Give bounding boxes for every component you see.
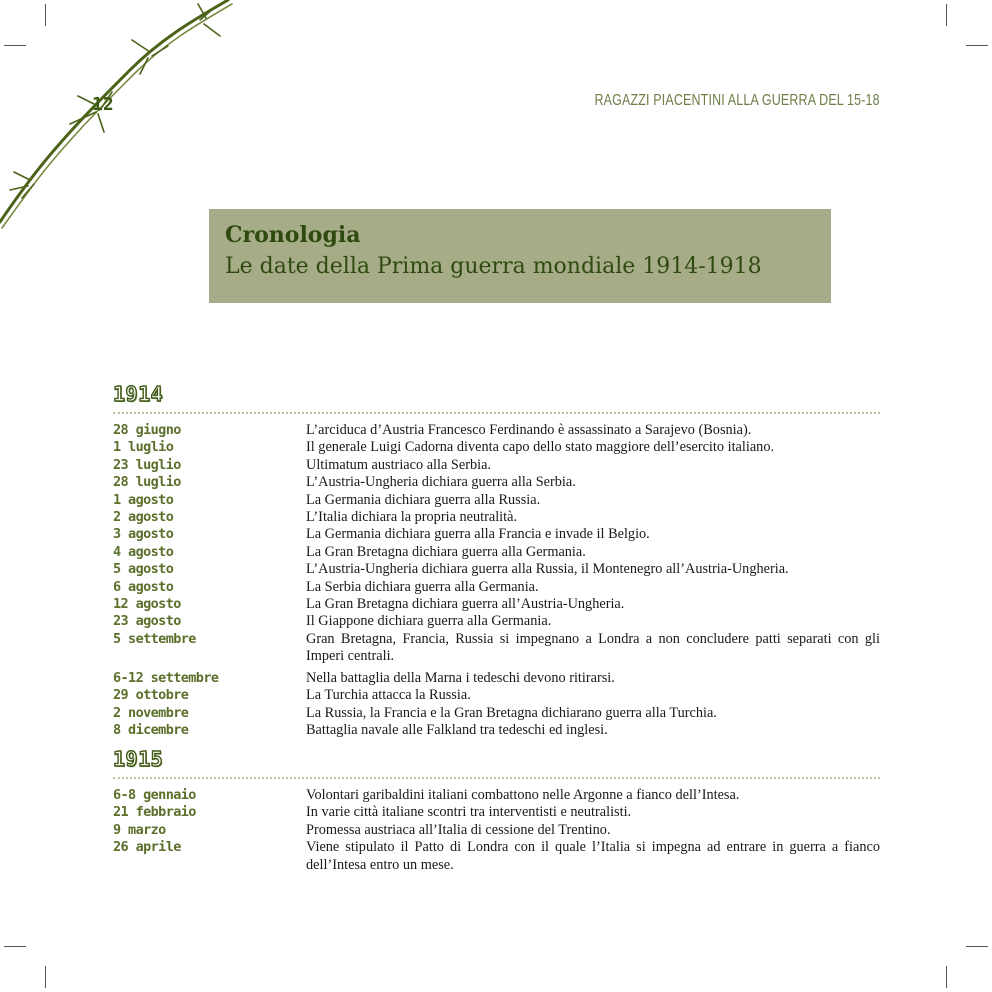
entry-date: 5 agosto (113, 561, 174, 578)
entry-date: 1 agosto (113, 491, 174, 508)
timeline-entry (113, 561, 880, 578)
entry-date: 3 agosto (113, 526, 174, 543)
timeline-entry (113, 822, 880, 839)
entry-date: 21 febbraio (113, 804, 196, 821)
entry-text: Viene stipulato il Patto di Londra con il quale l’Italia si impegna ad entrare in guerra a fianco dell’Intesa entro un mese. (306, 839, 880, 873)
entry-date: 4 agosto (113, 543, 174, 560)
entry-text: La Germania dichiara guerra alla Russia. (306, 491, 541, 508)
dotted-divider (113, 412, 880, 414)
entry-text: In varie città italiane scontri tra interventisti e neutralisti. (306, 804, 632, 821)
timeline-entry (113, 492, 880, 509)
entry-text: La Gran Bretagna dichiara guerra all’Austria-Ungheria. (306, 596, 625, 613)
page-subtitle: Le date della Prima guerra mondiale 1914-1918 (225, 254, 762, 279)
page-number: 12 (92, 94, 114, 115)
entry-date: 1 luglio (113, 439, 174, 456)
crop-mark-bottom-left-vertical (45, 966, 46, 988)
entry-date: 6-12 settembre (113, 669, 219, 686)
entry-text: La Russia, la Francia e la Gran Bretagna dichiarano guerra alla Turchia. (306, 704, 717, 721)
entry-text: Volontari garibaldini italiani combattono nelle Argonne a fianco dell’Intesa. (306, 787, 740, 803)
timeline-entry (113, 474, 880, 491)
timeline-entry (113, 804, 880, 821)
entry-date: 6 agosto (113, 578, 174, 595)
timeline-list (113, 422, 880, 739)
timeline-entry (113, 687, 880, 704)
crop-mark-top-right-vertical (946, 4, 947, 26)
timeline-entry (113, 631, 880, 666)
entry-date: 28 luglio (113, 474, 181, 491)
timeline-entry (113, 839, 880, 874)
entry-text: La Turchia attacca la Russia. (306, 687, 471, 704)
entry-date: 8 dicembre (113, 721, 189, 738)
entry-date: 6-8 gennaio (113, 787, 196, 803)
entry-date: 28 giugno (113, 422, 181, 438)
timeline-entry (113, 722, 880, 739)
entry-text: La Germania dichiara guerra alla Francia e invade il Belgio. (306, 526, 650, 543)
entry-text: L’arciduca d’Austria Francesco Ferdinando è assassinato a Sarajevo (Bosnia). (306, 422, 752, 438)
timeline-entry (113, 526, 880, 543)
entry-date: 9 marzo (113, 821, 166, 838)
crop-mark-bottom-left-horizontal (4, 946, 26, 947)
crop-mark-top-right-horizontal (966, 45, 988, 46)
entry-text: La Gran Bretagna dichiara guerra alla Germania. (306, 543, 586, 560)
timeline-entry (113, 579, 880, 596)
entry-text: Il generale Luigi Cadorna diventa capo dello stato maggiore dell’esercito italiano. (306, 439, 775, 456)
entry-date: 23 agosto (113, 613, 181, 630)
entry-text: Promessa austriaca all’Italia di cessione del Trentino. (306, 821, 611, 838)
entry-date: 26 aprile (113, 839, 181, 856)
entry-text: L’Italia dichiara la propria neutralità. (306, 509, 518, 526)
entry-date: 5 settembre (113, 630, 196, 647)
timeline-section-1915 (113, 747, 880, 874)
entry-date: 12 agosto (113, 596, 181, 613)
entry-date: 2 agosto (113, 509, 174, 526)
entry-text: Gran Bretagna, Francia, Russia si impegnano a Londra a non concludere patti separati con gli Imperi centrali. (306, 630, 880, 665)
entry-text: Battaglia navale alle Falkland tra tedeschi ed inglesi. (306, 721, 608, 738)
entry-text: Ultimatum austriaco alla Serbia. (306, 456, 492, 473)
year-heading: 1915 (113, 747, 164, 771)
year-heading: 1914 (113, 382, 164, 406)
timeline-entry (113, 544, 880, 561)
entry-text: L’Austria-Ungheria dichiara guerra alla Serbia. (306, 474, 576, 491)
barbed-wire-icon (0, 0, 240, 240)
crop-mark-bottom-right-horizontal (966, 946, 988, 947)
timeline-entry (113, 457, 880, 474)
timeline-entry (113, 439, 880, 456)
entry-text: La Serbia dichiara guerra alla Germania. (306, 578, 539, 595)
page-title: Cronologia (225, 222, 361, 248)
entry-date: 2 novembre (113, 704, 189, 721)
dotted-divider (113, 777, 880, 779)
entry-date: 23 luglio (113, 456, 181, 473)
title-box (209, 209, 831, 303)
entry-text: Il Giappone dichiara guerra alla Germania. (306, 613, 552, 630)
crop-mark-bottom-right-vertical (946, 966, 947, 988)
timeline-section-1914 (113, 382, 880, 739)
entry-date: 29 ottobre (113, 687, 189, 704)
timeline-entry (113, 596, 880, 613)
timeline-entry (113, 787, 880, 804)
entry-text: Nella battaglia della Marna i tedeschi devono ritirarsi. (306, 669, 615, 686)
timeline-entry (113, 705, 880, 722)
timeline-entry (113, 613, 880, 630)
timeline-entry (113, 422, 880, 439)
timeline-entry (113, 670, 880, 687)
timeline-entry (113, 509, 880, 526)
running-header: RAGAZZI PIACENTINI ALLA GUERRA DEL 15-18 (594, 92, 880, 109)
entry-text: L’Austria-Ungheria dichiara guerra alla Russia, il Montenegro all’Austria-Ungheria. (306, 561, 789, 578)
timeline-list (113, 787, 880, 874)
